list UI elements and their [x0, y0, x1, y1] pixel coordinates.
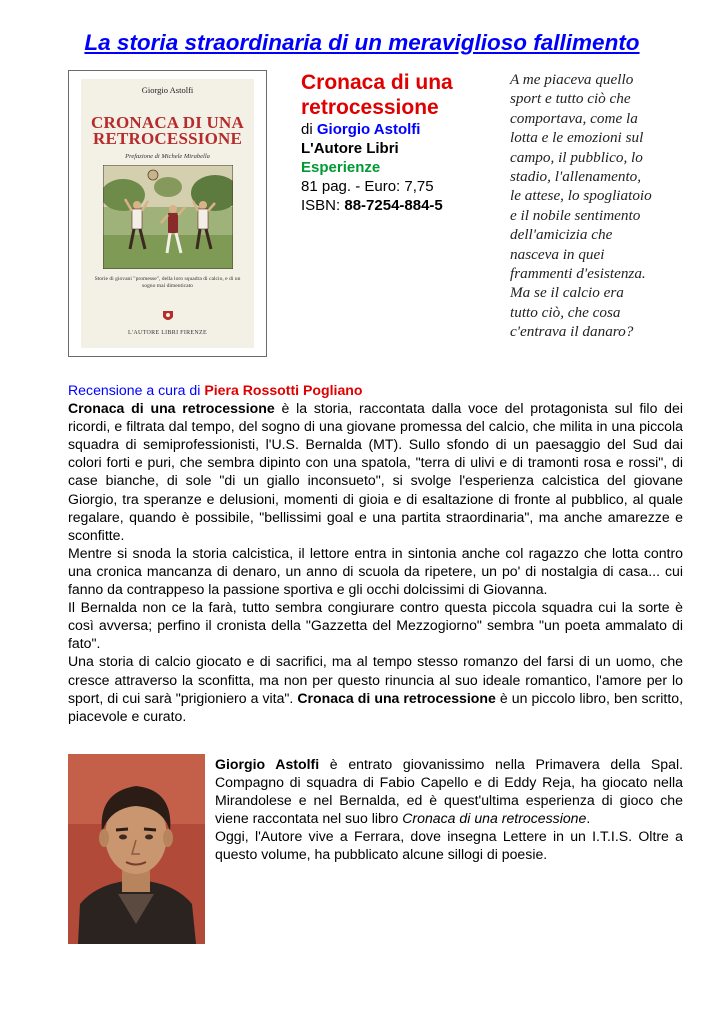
review-label: Recensione a cura di: [68, 382, 201, 398]
book-pages-price: 81 pag. - Euro: 7,75: [301, 178, 434, 195]
quote-line: A me piaceva quello: [510, 71, 634, 88]
quote-line: stadio, l'allenamento,: [510, 168, 642, 186]
quote-line: Ma se il calcio era: [510, 284, 624, 302]
reviewer-name: Piera Rossotti Pogliano: [204, 382, 363, 398]
cover-description: Storie di giovani "promesse", della loro squadra di calcio, e di un sogno mai dimenticato: [94, 276, 241, 289]
quote-line: frammenti d'esistenza.: [510, 265, 646, 283]
book-series: Esperienze: [301, 159, 381, 176]
quote-line: nasceva in quei: [510, 245, 605, 263]
book-isbn-line: [301, 196, 501, 215]
review-paragraph-1: Cronaca di una retrocessione è la storia, raccontata dalla voce del protagonista sul filo dei ricordi, e filtrata dal tempo, del sogno di una giovane promessa del calcio, che milita in una piccola squadra di semiprofessionisti, l'U.S. Bernalda (MT). Sullo sfondo di un paesaggio del Sud dai colori forti e puri, che sembra dipinto con una spatola, "terra di ulivi e di tramonti rosa e rossi", di case bianche, di sole "di un giallo inconsueto", si svolge l'esperienza calcistica del giovane Giorgio, tra speranze e delusioni, momenti di gioia e di esaltazione di fronte al pubblico, al quale regalare, quando è possibile, "bellissimi goal e una partita straordinaria", ma anche amarezze e sconfitte.: [68, 400, 683, 543]
quote-line: e il nobile sentimento: [510, 206, 641, 224]
cover-illustration: [103, 165, 233, 269]
book-cover: [68, 70, 267, 357]
book-publisher: L'Autore Libri: [301, 140, 399, 157]
cover-publisher: L'AUTORE LIBRI FIRENZE: [128, 330, 207, 336]
book-title-line-1: Cronaca di una: [301, 71, 453, 94]
quote-line: c'entrava il danaro?: [510, 323, 634, 341]
bio-paragraph-1: Giorgio Astolfi è entrato giovanissimo nella Primavera della Spal. Compagno di squadra di Fabio Capello e di Eddy Reja, ha giocato nella Mirandolese e nel Bernalda, ed è quest'ultima esperienza di gioco che viene raccontata nel suo libro Cronaca di una retrocessione.: [215, 756, 684, 827]
review-header: [68, 381, 683, 399]
review-paragraph-3: Il Bernalda non ce la farà, tutto sembra congiurare contro questa piccola squadra cui la sorte è così avversa; perfino il cronista della "Gazzetta del Mezzogiorno" sembra "un poeta ammalato di fato".: [68, 599, 683, 652]
author-photo: [68, 754, 205, 944]
quote-line: campo, il pubblico, lo: [510, 148, 643, 166]
quote-line: le attese, lo spogliatoio: [510, 187, 652, 205]
cover-title-line-2: RETROCESSIONE: [92, 129, 243, 148]
quote-line: lotta e le emozioni sul: [510, 129, 644, 147]
book-quote: [510, 70, 710, 342]
book-cover-art: [81, 79, 254, 348]
book-author: Giorgio Astolfi: [316, 121, 421, 138]
quote-line: comportava, come la: [510, 109, 638, 127]
cover-title: [81, 115, 254, 147]
bio-paragraph-2: Oggi, l'Autore vive a Ferrara, dove insegna Lettere in un I.T.I.S. Oltre a questo volume, ha pubblicato alcune sillogi di poesie.: [215, 828, 683, 863]
publisher-logo-icon: [160, 309, 176, 323]
review-paragraph-2: Mentre si snoda la storia calcistica, il lettore entra in sintonia anche col ragazzo che lotta contro una cronica mancanza di denaro, un anno di scuola da ripetere, un po' di nostalgia di casa... cui fanno da contrappeso la passione sportiva e gli occhi dolcissimi di Giovanna.: [68, 544, 683, 598]
bio-author-name: Giorgio Astolfi: [215, 756, 320, 772]
isbn-label: ISBN:: [301, 197, 341, 214]
by-label: di: [301, 121, 313, 138]
book-info: [301, 70, 501, 215]
review-paragraph-4: Una storia di calcio giocato e di sacrifici, ma al tempo stesso romanzo del farsi di un uomo, che cresce attraverso la sconfitta, ma non per questo rinuncia al suo ideale romantico, l'amore per lo sport, di cui sarà "prigioniero a vita". Cronaca di una retrocessione è un piccolo libro, ben scritto, piacevole e curato.: [68, 653, 683, 724]
page-title: La storia straordinaria di un meraviglioso fallimento: [84, 30, 640, 55]
cover-author: Giorgio Astolfi: [141, 85, 194, 95]
quote-line: dell'amicizia che: [510, 226, 613, 244]
review-section: [68, 381, 683, 725]
author-bio: [215, 755, 683, 864]
quote-line: tutto ciò, che cosa: [510, 303, 621, 321]
cover-title-line-1: CRONACA DI UNA: [91, 113, 244, 132]
cover-preface: Prefazione di Michele Mirabella: [125, 153, 210, 160]
quote-line: sport e tutto ciò che: [510, 90, 631, 108]
book-title-line-2: retrocessione: [301, 96, 439, 119]
book-author-line: [301, 120, 501, 139]
isbn-value: 88-7254-884-5: [344, 197, 443, 214]
